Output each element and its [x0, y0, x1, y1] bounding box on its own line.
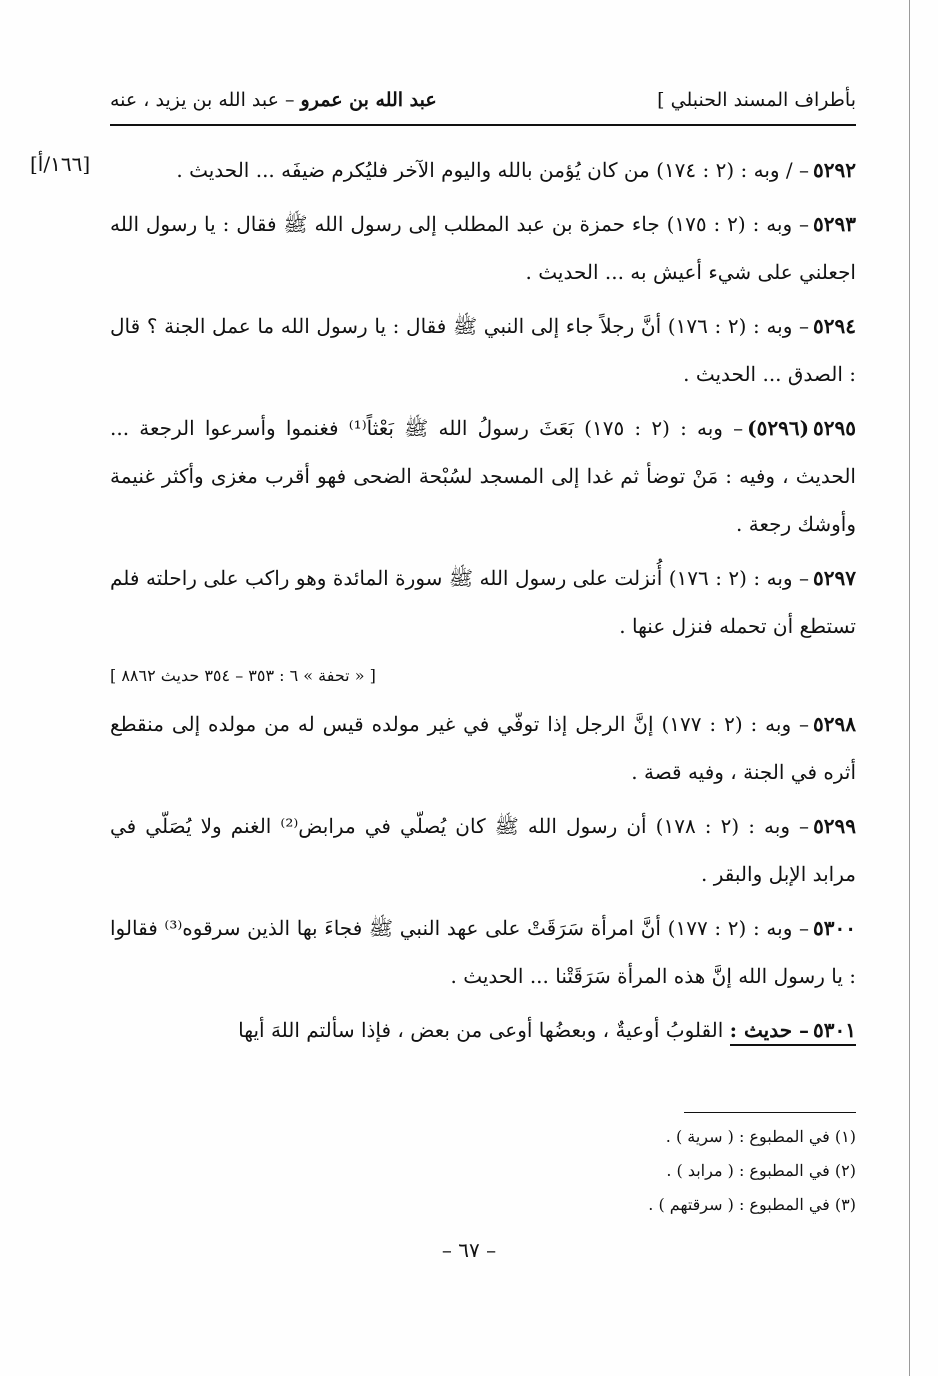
footnote: (٣) في المطبوع : ( سرقتهم ) .	[648, 1195, 856, 1214]
footnote: (١) في المطبوع : ( سرية ) .	[665, 1127, 856, 1146]
entry-heading	[730, 1018, 856, 1046]
entry-number: ٥٢٩٥	[813, 416, 856, 440]
page-number: – ٦٧ –	[441, 1238, 497, 1262]
entry-number: ٥٢٩٤	[813, 314, 857, 338]
hadith-entry	[110, 200, 856, 296]
header-divider	[110, 124, 856, 126]
entry-number: ٥٢٩٩	[813, 814, 857, 838]
page-edge-line	[909, 0, 910, 1376]
marginal-folio-ref: [١٦٦/أ]	[30, 152, 91, 176]
entry-text: القلوبُ أوعيةٌ ، وبعضُها أوعى من بعض ، فإذا سألتم اللهَ أيها	[238, 1018, 724, 1042]
entry-text: – وبه : (٢ : ١٧٧) أنَّ امرأة سَرَقَتْ على عهد النبي ﷺ فجاءَ بها الذين سرقوه⁽³⁾ فقالوا : يا رسول الله إنَّ هذه المرأة سَرَقَتْنا ... الحديث .	[110, 916, 856, 988]
hadith-entry	[110, 904, 856, 1000]
entry-number: ٥٢٩٣	[813, 212, 857, 236]
header-chapter	[110, 82, 437, 118]
hadith-entries	[110, 146, 856, 1060]
footnotes	[110, 1120, 856, 1222]
entry-text: – وبه : (٢ : ١٧٦) أُنزلت على رسول الله ﷺ سورة المائدة وهو راكب على راحلته فلم تستطع أن تحمله فنزل عنها .	[110, 566, 856, 638]
entry-text: – وبه : (٢ : ١٧٦) أنَّ رجلاً جاء إلى النبي ﷺ فقال : يا رسول الله ما عمل الجنة ؟ قال : الصدق ... الحديث .	[110, 314, 856, 386]
entry-number: ٥٢٩٢	[813, 158, 856, 182]
footnote-divider	[684, 1112, 856, 1113]
tuhfa-reference: [ « تحفة » ٦ : ٣٥٣ – ٣٥٤ حديث ٨٨٦٢ ]	[110, 666, 376, 685]
entry-label: – حديث :	[729, 1018, 810, 1042]
hadith-entry	[110, 554, 856, 650]
hadith-entry	[110, 302, 856, 398]
entry-number-alt: (٥٢٩٦)	[747, 416, 810, 440]
entry-number: ٥٣٠١	[813, 1018, 856, 1042]
hadith-entry	[110, 404, 856, 548]
hadith-entry	[110, 146, 856, 194]
entry-number: ٥٢٩٨	[813, 712, 857, 736]
header-book-title: بأطراف المسند الحنبلي ]	[657, 89, 856, 111]
entry-text: – / وبه : (٢ : ١٧٤) من كان يُؤمن بالله واليوم الآخر فليُكرم ضيفَه ... الحديث .	[176, 158, 810, 182]
running-header	[110, 82, 856, 118]
entry-text: – وبه : (٢ : ١٧٨) أن رسول الله ﷺ كان يُصلّي في مرابض⁽²⁾ الغنم ولا يُصَلّي في مرابد الإبل والبقر .	[110, 814, 856, 886]
entry-text: – وبه : (٢ : ١٧٧) إنَّ الرجل إذا توفّي في غير مولده قيس له من مولده إلى منقطع أثره في الجنة ، وفيه قصة .	[110, 712, 856, 784]
entry-number: ٥٣٠٠	[813, 916, 857, 940]
entry-text: – وبه : (٢ : ١٧٥) جاء حمزة بن عبد المطلب إلى رسول الله ﷺ فقال : يا رسول الله اجعلني على شيء أعيش به ... الحديث .	[110, 212, 856, 284]
footnote: (٢) في المطبوع : ( مرابد ) .	[666, 1161, 856, 1180]
header-chapter-rest: – عبد الله بن يزيد ، عنه	[110, 89, 295, 111]
hadith-entry-last	[110, 1006, 856, 1054]
hadith-entry	[110, 802, 856, 898]
hadith-entry	[110, 700, 856, 796]
entry-text: – وبه : (٢ : ١٧٥) بَعَثَ رسولُ الله ﷺ بَعْثاً⁽¹⁾ فغنموا وأسرعوا الرجعة ... الحديث ، وفيه : مَنْ توضأ ثم غدا إلى المسجد لسُبْحة الضحى فهو أقرب مغزى وأكثر غنيمة وأوشك رجعة .	[110, 416, 856, 536]
entry-number: ٥٢٩٧	[813, 566, 857, 590]
header-chapter-bold: عبد الله بن عمرو	[300, 89, 437, 111]
